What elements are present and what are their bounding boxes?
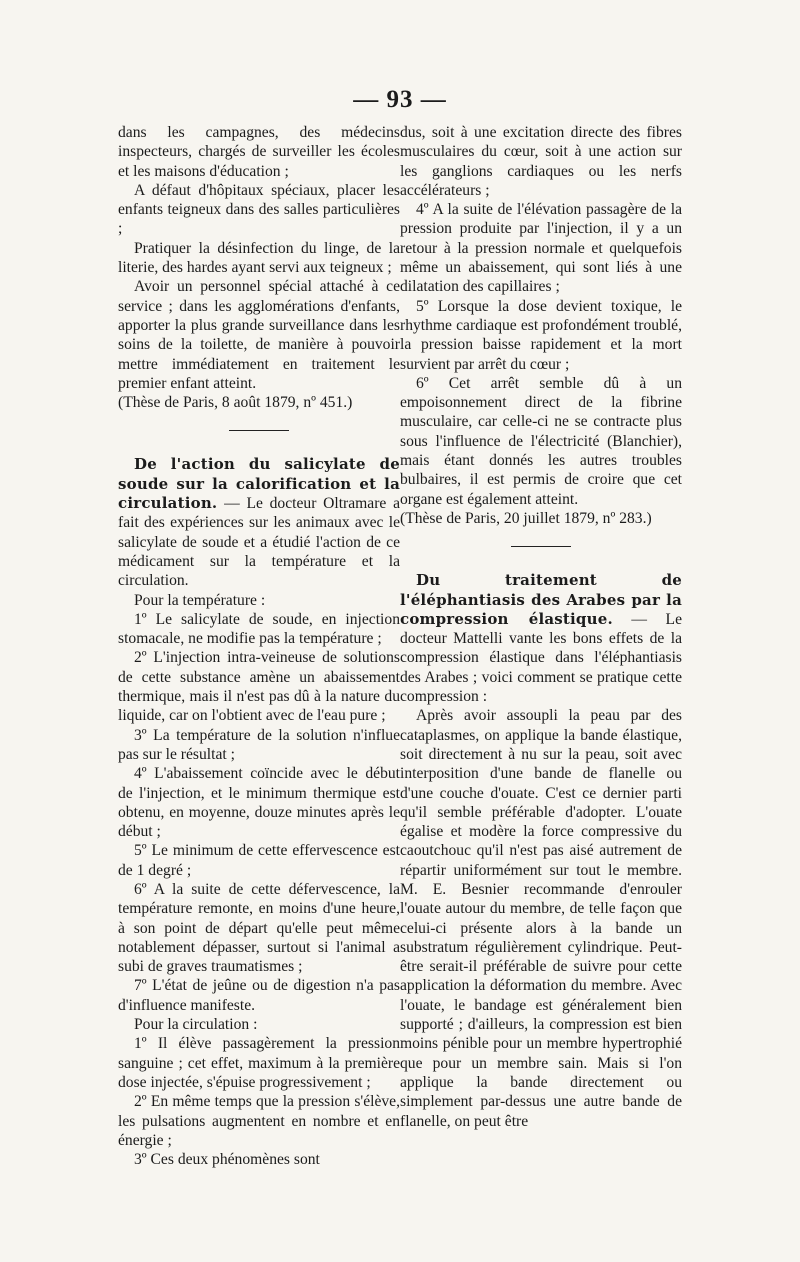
list-item: 7º L'état de jeûne ou de digestion n'a pas d'influence manifeste. (118, 977, 400, 1014)
list-item: 3º Ces deux phénomènes sont (134, 1151, 320, 1169)
left-column (118, 123, 400, 1169)
list-item: 3º La température de la solution n'influe pas sur le résultat ; (118, 726, 400, 763)
page-number: — 93 — (353, 86, 447, 113)
article-paragraph (400, 571, 682, 706)
list-item: 2º L'injection intra-veineuse de solutions de cette substance amène un abaissement thermique, mais il n'est pas dû à la nature du liquide, car on l'obtient avec de l'eau pure ; (118, 649, 400, 725)
paragraph: Pratiquer la désinfection du linge, de la literie, des hardes ayant servi aux teigneux ; (118, 239, 400, 277)
paragraph: A défaut d'hôpitaux spéciaux, placer les enfants teigneux dans des salles particulières ; (118, 181, 400, 238)
list-item: 5º Lorsque la dose devient toxique, le rhythme cardiaque est profondément troublé, la pression baisse rapidement et la mort survient par arrêt du cœur ; (400, 297, 682, 373)
list-item: 6º Cet arrêt semble dû à un empoisonnement direct de la fibrine musculaire, car celle-ci ne se contracte plus sous l'influence de l'électricité (Blanchier), mais étant donnés les autres troubles bulbaires, il est permis de croire que cet organe est également atteint. (400, 374, 682, 508)
paragraph: Avoir un personnel spécial attaché à ce service ; dans les agglomérations d'enfants, apporter la plus grande surveillance dans les soins de la toilette, de manière à pouvoir mettre immédiatement en traitement le premier enfant atteint. (118, 278, 400, 392)
article-intro: — Le docteur Oltramare a fait des expériences sur les animaux avec le salicylate de soude et a étudié l'action de ce médicament sur la température et la circulation. (118, 495, 400, 590)
list-item: 4º L'abaissement coïncide avec le début de l'injection, et le minimum thermique est obtenu, en moyenne, douze minutes après le début ; (118, 765, 400, 841)
article-heading: De l'action du salicylate de soude sur la calorification et la circulation. (118, 455, 400, 513)
paragraph: Après avoir assoupli la peau par des cataplasmes, on applique la bande élastique, soit directement à nu sur la peau, soit avec interposition d'une bande de flanelle ou d'une couche d'ouate. C'est ce dernier parti qu'il semble préférable d'adopter. L'ouate égalise et modère la force compressive du caoutchouc qu'il n'est pas aisé autrement de répartir uniformément sur tout le membre. M. E. Besnier recommande d'enrouler l'ouate autour du membre, de telle façon que celui-ci présente alors à la bande un substratum régulièrement cylindrique. Peut-être serait-il préférable de suivre pour cette application la déformation du membre. Avec l'ouate, le bandage est généralement bien supporté ; d'ailleurs, la compression est bien moins pénible pour un membre hypertrophié que pour un membre sain. Mais si l'on applique la bande directement ou simplement par-dessus une autre bande de flanelle, on peut être (400, 707, 682, 1130)
paragraph: dans les campagnes, des médecins inspecteurs, chargés de surveiller les écoles et les maisons d'éducation ; (118, 124, 400, 180)
list-item: 1º Le salicylate de soude, en injection stomacale, ne modifie pas la température ; (118, 610, 400, 648)
right-column (400, 123, 682, 1131)
list-item: 4º A la suite de l'élévation passagère de la pression produite par l'injection, il y a un retour à la pression normale et quelquefois même un abaissement, qui sont liés à une dilatation des capillaires ; (400, 201, 682, 296)
list-item: 6º A la suite de cette défervescence, la température remonte, en moins d'une heure, à son point de départ qu'elle peut même notablement dépasser, surtout si l'animal a subi de graves traumatismes ; (118, 880, 400, 976)
article-intro: — Le docteur Mattelli vante les bons effets de la compression élastique dans l'éléphantiasis des Arabes ; voici comment se pratique cette compression : (400, 610, 682, 706)
article-heading: Du traitement de l'éléphantiasis des Arabes par la compression élastique. (400, 571, 682, 628)
paragraph: dus, soit à une excitation directe des fibres musculaires du cœur, soit à une action sur les ganglions cardiaques ou les nerfs accélérateurs ; (400, 124, 682, 199)
source-citation: (Thèse de Paris, 20 juillet 1879, nº 283.) (400, 509, 652, 527)
list-item: 1º Il élève passagèrement la pression sanguine ; cet effet, maximum à la première dose injectée, s'épuise progressivement ; (118, 1035, 400, 1091)
section-divider (511, 546, 571, 547)
subheading: Pour la température : (134, 591, 266, 609)
list-item: 2º En même temps que la pression s'élève, les pulsations augmentent en nombre et en énergie ; (118, 1093, 400, 1149)
article-paragraph (118, 455, 400, 590)
subheading: Pour la circulation : (134, 1016, 258, 1034)
section-divider (229, 430, 289, 431)
list-item: 5º Le minimum de cette effervescence est de 1 degré ; (118, 842, 400, 879)
source-citation: (Thèse de Paris, 8 août 1879, nº 451.) (118, 394, 353, 412)
